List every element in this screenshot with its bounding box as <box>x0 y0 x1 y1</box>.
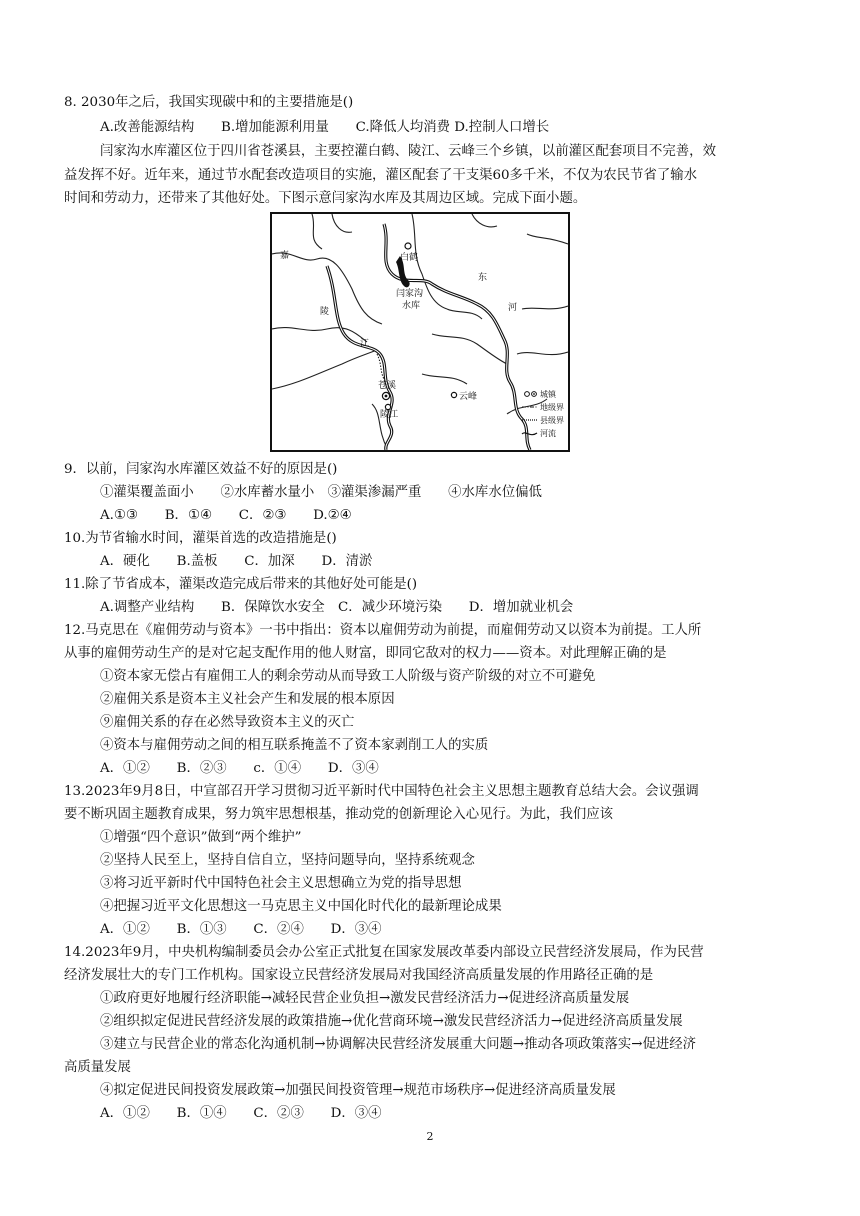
q12-item-1: ①资本家无偿占有雇佣工人的剩余劳动从而导致工人阶级与资产阶级的对立不可避免 <box>100 669 596 684</box>
label-cangxi: 苍溪 <box>378 381 397 391</box>
town-lingjiang-marker <box>385 404 390 409</box>
q12-item-3: ⑨雇佣关系的存在必然导致资本主义的灭亡 <box>100 715 355 730</box>
legend-prefecture: 地级界 <box>540 403 564 412</box>
q13-item-1: ①增强“四个意识”做到“两个维护” <box>100 830 302 845</box>
river-line <box>527 234 568 244</box>
q10-options: A．硬化 B.盖板 C．加深 D．清淤 <box>100 554 373 569</box>
page-number: 2 <box>426 1130 434 1143</box>
passage-line-3: 时间和劳动力，还带来了其他好处。下图示意闫家沟水库及其周边区域。完成下面小题。 <box>64 191 587 206</box>
reservoir-map <box>270 212 570 452</box>
river-line <box>517 352 568 355</box>
q13-options: A．①② B．①③ C．②④ D．③④ <box>100 922 382 937</box>
map-legend <box>522 389 564 438</box>
q12-options: A．①② B．②③ c．①④ D．③④ <box>100 761 379 776</box>
q14-item-4: ④拟定促进民间投资发展政策→加强民间投资管理→规范市场秩序→促进经济高质量发展 <box>100 1083 616 1098</box>
label-ling: 陵 <box>320 307 330 317</box>
label-he: 河 <box>508 303 518 313</box>
river-line <box>272 328 367 342</box>
q14-item-2: ②组织拟定促进民营经济发展的政策措施→优化营商环境→激发民营经济活力→促进经济高质量发展 <box>100 1014 683 1029</box>
q14-item-1: ①政府更好地履行经济职能→减轻民营企业负担→激发民营经济活力→促进经济高质量发展 <box>100 991 630 1006</box>
legend-town: 城镇 <box>540 390 556 399</box>
q14-options: A．①② B．①④ C．②③ D．③④ <box>100 1106 382 1121</box>
label-lingjiang: 陵江 <box>380 410 399 420</box>
map-drawing <box>272 214 568 450</box>
river-line <box>332 214 352 232</box>
q14-line-1: 14.2023年9月，中央机构编制委员会办公室正式批复在国家发展改革委内部设立民营经济发展局，作为民营 <box>64 945 704 960</box>
label-yunfeng: 云峰 <box>459 392 478 402</box>
river-line <box>432 334 507 364</box>
q14-item-3a: ③建立与民营企业的常态化沟通机制→协调解决民营经济发展重大问题→推动各项政策落实→促进经济 <box>100 1037 697 1052</box>
town-baihe-marker <box>405 243 411 249</box>
river-line <box>422 374 467 384</box>
label-jiang: 江 <box>360 339 370 349</box>
q13-line-2: 要不断巩固主题教育成果，努力筑牢思想根基，推动党的创新理论入心见行。为此，我们应该 <box>64 807 614 822</box>
q9-stem: 9．以前，闫家沟水库灌区效益不好的原因是() <box>64 462 338 477</box>
q13-item-3: ③将习近平新时代中国特色社会主义思想确立为党的指导思想 <box>100 876 462 891</box>
legend-river-line <box>522 433 537 435</box>
legend-county: 县级界 <box>540 416 564 425</box>
q10-stem: 10.为节省输水时间，灌渠首选的改造措施是() <box>64 531 337 546</box>
river-line <box>522 306 568 309</box>
river-line <box>272 350 377 389</box>
q12-item-4: ④资本与雇佣劳动之间的相互联系掩盖不了资本家剥削工人的实质 <box>100 738 489 753</box>
q12-item-2: ②雇佣关系是资本主义社会产生和发展的根本原因 <box>100 692 395 707</box>
passage-line-1: 闫家沟水库灌区位于四川省苍溪县，主要控灌白鹤、陵江、云峰三个乡镇，以前灌区配套项目不完善，效 <box>100 144 716 159</box>
river-line <box>447 309 482 319</box>
q13-item-4: ④把握习近平文化思想这一马克思主义中国化时代化的最新理论成果 <box>100 899 502 914</box>
q8-options: A.改善能源结构 B.增加能源利用量 C.降低人均消费 D.控制人口增长 <box>100 120 550 135</box>
river-line <box>312 214 322 249</box>
legend-town-icon <box>525 392 530 397</box>
q13-item-2: ②坚持人民至上，坚持自信自立，坚持问题导向，坚持系统观念 <box>100 853 475 868</box>
q11-stem: 11.除了节省成本，灌渠改造完成后带来的其他好处可能是() <box>64 577 418 592</box>
q14-item-3b: 高质量发展 <box>64 1060 131 1075</box>
passage-line-2: 益发挥不好。近年来，通过节水配套改造项目的实施，灌区配套了干支渠60多千米，不仅为农民节省了输水 <box>64 168 698 183</box>
q9-items: ①灌渠覆盖面小 ②水库蓄水量小 ③灌渠渗漏严重 ④水库水位偏低 <box>100 485 542 500</box>
label-yanjiagou: 闫家沟 <box>396 289 424 299</box>
town-yunfeng-marker <box>451 392 456 397</box>
q12-line-1: 12.马克思在《雇佣劳动与资本》一书中指出：资本以雇佣劳动为前提，而雇佣劳动又以资本为前提。工人所 <box>64 623 702 638</box>
legend-river: 河流 <box>540 429 556 438</box>
label-reservoir: 水库 <box>402 301 421 311</box>
label-baihe: 白鹤 <box>400 253 419 263</box>
label-jia: 嘉 <box>280 251 290 261</box>
q13-line-1: 13.2023年9月8日，中宣部召开学习贯彻习近平新时代中国特色社会主义思想主题教育总结大会。会议强调 <box>64 784 699 799</box>
river-line <box>472 214 497 227</box>
q12-line-2: 从事的雇佣劳动生产的是对它起支配作用的他人财富，即同它敌对的权力——资本。对此理解正确的是 <box>64 646 667 661</box>
q14-line-2: 经济发展壮大的专门工作机构。国家设立民营经济发展局对我国经济高质量发展的作用路径正确的是 <box>64 968 654 983</box>
q8-stem: 8. 2030年之后，我国实现碳中和的主要措施是() <box>64 95 354 110</box>
label-dong: 东 <box>478 273 488 283</box>
q11-options: A.调整产业结构 B．保障饮水安全 C．减少环境污染 D．增加就业机会 <box>100 600 574 615</box>
q9-options: A.①③ B．①④ C．②③ D.②④ <box>100 508 352 523</box>
